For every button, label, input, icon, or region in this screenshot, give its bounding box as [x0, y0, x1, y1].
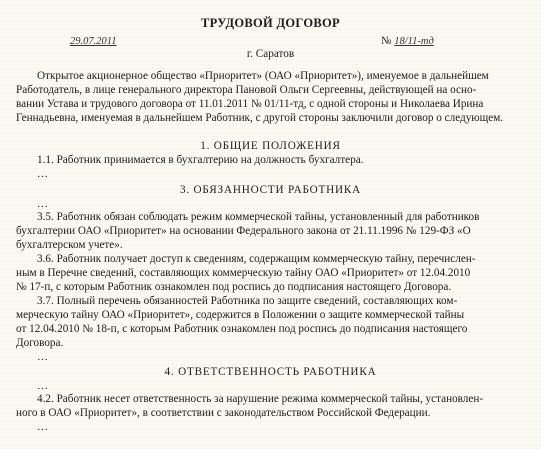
- clause-3-6-line: 3.6. Работник получает доступ к сведениям, содержащим коммерческую тайну, перечислен-: [37, 253, 476, 265]
- clause-3-5-line: 3.5. Работник обязан соблюдать режим коммерческой тайны, установленный для работников: [37, 211, 480, 223]
- section-heading-general: 1. ОБЩИЕ ПОЛОЖЕНИЯ: [200, 140, 341, 152]
- clause-1-1: 1.1. Работник принимается в бухгалтерию на должность бухгалтера.: [37, 154, 364, 166]
- ellipsis: …: [37, 351, 49, 363]
- clause-3-7-line: мерческую тайну ОАО «Приоритет», содержится в Положении о защите коммерческой тайны: [16, 309, 465, 321]
- preamble-line: вании Устава и трудового договора от 11.01.2011 № 01/11-тд, с одной стороны и Николаева Ирина: [16, 98, 484, 110]
- clause-3-5-line: бухгалтерии ОАО «Приоритет» на основании Федерального закона от 21.11.1996 № 129-ФЗ «О: [16, 225, 471, 237]
- ellipsis: …: [37, 380, 49, 392]
- section-heading-liability: 4. ОТВЕТСТВЕННОСТЬ РАБОТНИКА: [164, 366, 377, 378]
- number-sign: №: [381, 35, 392, 47]
- clause-3-6-line: № 17-п, с которым Работник ознакомлен под роспись до подписания настоящего Договора.: [16, 281, 452, 293]
- preamble-line: Открытое акционерное общество «Приоритет» (ОАО «Приоритет»), именуемое в дальнейшем: [37, 70, 489, 82]
- preamble-line: Работодатель, в лице генерального директора Пановой Ольги Сергеевны, действующей на осно-: [16, 84, 477, 96]
- clause-4-2-line: ного в ОАО «Приоритет», в соответствии с законодательством Российской Федерации.: [16, 407, 431, 419]
- clause-3-7-line: Договора.: [16, 337, 64, 349]
- ellipsis: …: [37, 198, 49, 210]
- clause-3-7-line: от 12.04.2010 № 18-п, с которым Работник ознакомлен под роспись до подписания настоящего: [16, 323, 468, 335]
- contract-number: [381, 35, 434, 47]
- ellipsis: …: [37, 421, 49, 433]
- clause-3-5-line: бухгалтерском учете».: [16, 239, 123, 251]
- contract-number-value: 18/11-тд: [394, 36, 434, 47]
- preamble-line: Геннадьевна, именуемая в дальнейшем Работник, с другой стороны заключили договор о следующем.: [16, 112, 504, 124]
- contract-city: г. Саратов: [246, 48, 295, 60]
- clause-3-6-line: ным в Перечне сведений, составляющих коммерческую тайну ОАО «Приоритет» от 12.04.2010: [16, 267, 471, 279]
- clause-3-7-line: 3.7. Полный перечень обязанностей Работника по защите сведений, составляющих ком-: [37, 295, 458, 307]
- contract-date: 29.07.2011: [70, 36, 117, 47]
- ellipsis: …: [37, 168, 49, 180]
- section-heading-duties: 3. ОБЯЗАННОСТИ РАБОТНИКА: [179, 184, 362, 196]
- clause-4-2-line: 4.2. Работник несет ответственность за нарушение режима коммерческой тайны, установлен-: [37, 393, 484, 405]
- document-title: ТРУДОВОЙ ДОГОВОР: [201, 16, 340, 30]
